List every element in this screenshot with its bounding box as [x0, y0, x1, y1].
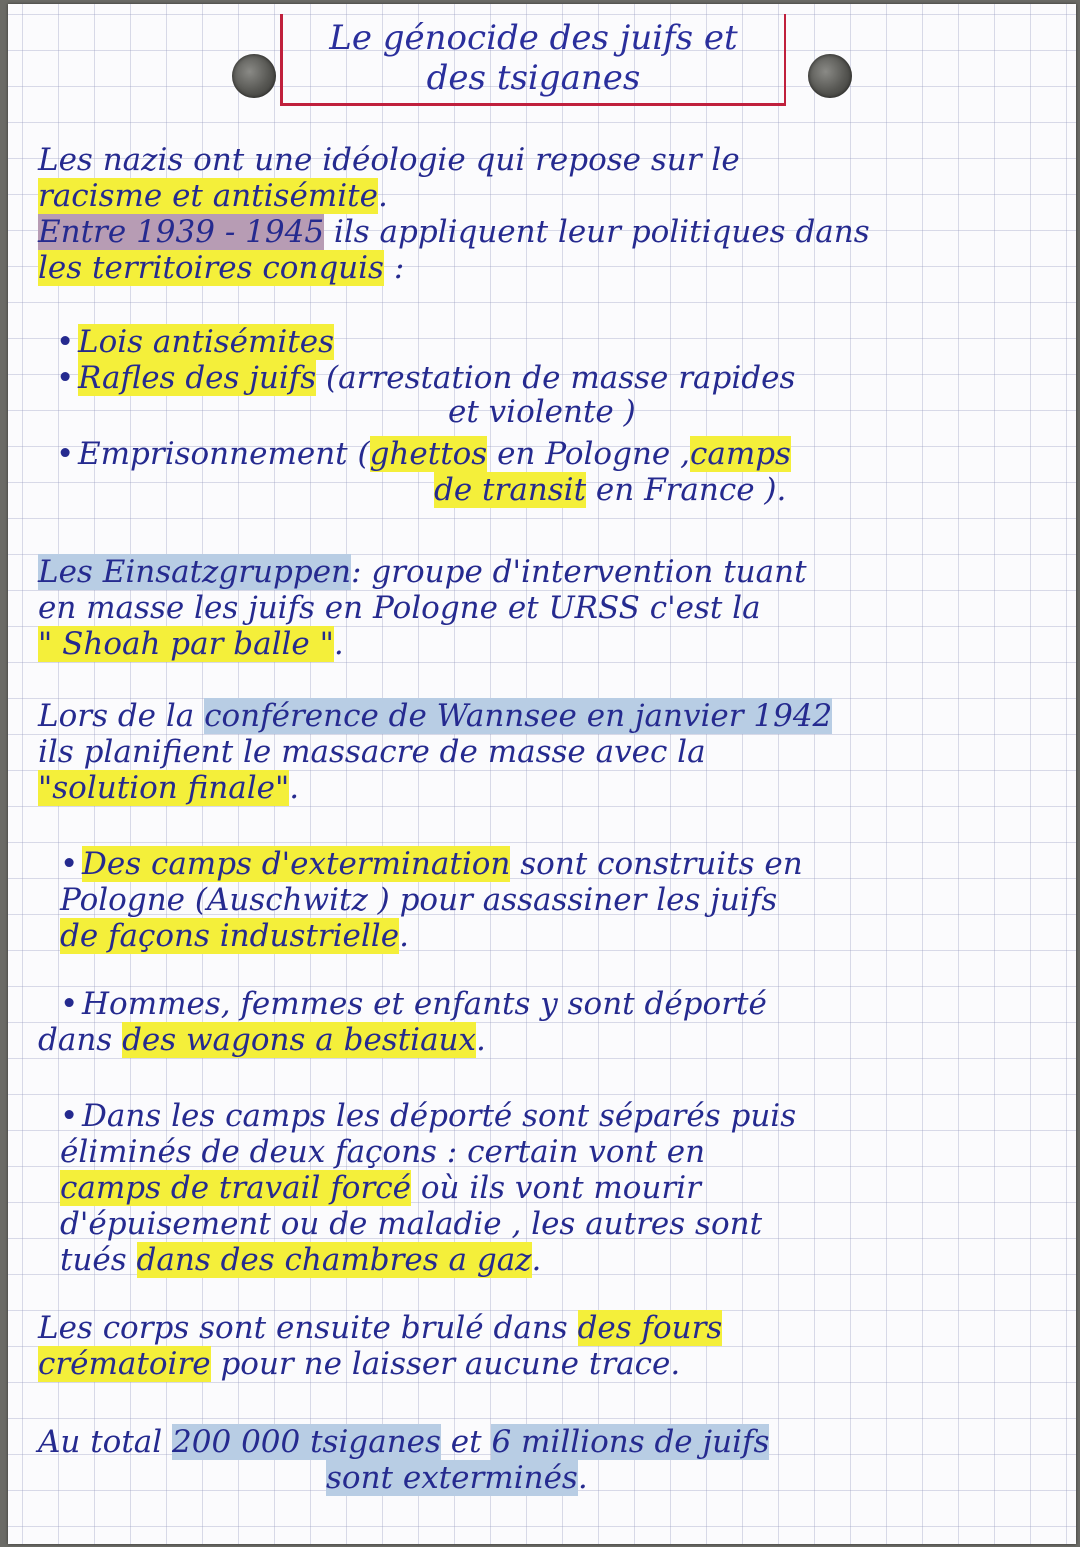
bodies-line-1 [38, 1310, 722, 1346]
measure-item-emprisonnement-cont [434, 472, 786, 508]
wannsee-line-1 [38, 698, 832, 734]
highlight-transit: de transit [434, 472, 587, 508]
highlight-solution-finale: "solution finale" [38, 770, 290, 806]
text: Au total [38, 1424, 173, 1460]
highlight-camps: camps [689, 436, 791, 472]
bullet-icon: • [56, 436, 75, 472]
bullet-icon: • [56, 360, 75, 396]
text: où ils vont mourir [411, 1170, 701, 1206]
text: en Pologne , [487, 436, 690, 472]
binder-hole-right [808, 54, 852, 98]
text: (arrestation de masse rapides [316, 360, 796, 396]
punct: . [531, 1242, 542, 1278]
bullet-icon: • [60, 846, 79, 882]
wannsee-line-2: ils planifient le massacre de masse avec la [38, 734, 706, 770]
text: sont construits en [510, 846, 803, 882]
bodies-line-2 [38, 1346, 680, 1382]
highlight-territoires: les territoires conquis [38, 250, 384, 286]
punct: . [377, 178, 388, 214]
total-line-1 [38, 1424, 769, 1460]
highlight-wannsee: conférence de Wannsee en janvier 1942 [204, 698, 833, 734]
highlight-tsiganes-count: 200 000 tsiganes [172, 1424, 441, 1460]
highlight-ghettos: ghettos [369, 436, 488, 472]
intro-line-2 [38, 178, 388, 214]
binder-hole-left [232, 54, 276, 98]
bullet-icon: • [60, 1098, 79, 1134]
highlight-chambres-a-gaz: dans des chambres a gaz [136, 1242, 532, 1278]
text: et [440, 1424, 492, 1460]
camps-p3-line-1 [60, 1098, 796, 1134]
highlight-shoah-par-balle: " Shoah par balle " [38, 626, 334, 662]
measure-item-emprisonnement [56, 436, 791, 472]
text: Hommes, femmes et enfants y sont déporté [82, 986, 767, 1022]
wannsee-line-3 [38, 770, 299, 806]
text: pour ne laisser aucune trace. [210, 1346, 681, 1382]
text: Les corps sont ensuite brulé dans [38, 1310, 578, 1346]
text: ils appliquent leur politiques dans [324, 214, 870, 250]
camps-p1-line-3 [60, 918, 409, 954]
notebook-page [8, 4, 1076, 1544]
highlight-racisme: racisme et antisémite [38, 178, 378, 214]
total-line-2 [326, 1460, 588, 1496]
punct: . [399, 918, 409, 954]
text: tués [60, 1242, 137, 1278]
punct: : [383, 250, 405, 286]
measure-item-rafles [56, 360, 795, 396]
highlight-fours: des fours [577, 1310, 723, 1346]
punct: . [289, 770, 300, 806]
camps-p1-line-2: Pologne (Auschwitz ) pour assassiner les juifs [60, 882, 778, 918]
einsatz-line-1 [38, 554, 807, 590]
punct: . [333, 626, 344, 662]
highlight-extermines: sont exterminés [326, 1460, 578, 1496]
bullet-icon: • [56, 324, 75, 360]
camps-p3-line-3 [60, 1170, 701, 1206]
highlight-crematoire: crématoire [38, 1346, 211, 1382]
camps-p3-line-2: éliminés de deux façons : certain vont en [60, 1134, 706, 1170]
punct: . [577, 1460, 588, 1496]
highlight-extermination: Des camps d'extermination [82, 846, 511, 882]
highlight-einsatzgruppen: Les Einsatzgruppen [38, 554, 352, 590]
camps-p3-line-5 [60, 1242, 541, 1278]
text: Dans les camps les déporté sont séparés puis [82, 1098, 797, 1134]
highlight-travail-force: camps de travail forcé [60, 1170, 411, 1206]
text: Emprisonnement ( [78, 436, 370, 472]
text: : groupe d'intervention tuant [351, 554, 807, 590]
intro-line-3 [38, 214, 870, 250]
title-line-1: Le génocide des juifs et [329, 18, 738, 58]
highlight-juifs-count: 6 millions de juifs [491, 1424, 770, 1460]
camps-p3-line-4: d'épuisement ou de maladie , les autres sont [60, 1206, 763, 1242]
text: dans [38, 1022, 123, 1058]
intro-line-4 [38, 250, 404, 286]
highlight-industrielle: de façons industrielle [60, 918, 400, 954]
intro-line-1: Les nazis ont une idéologie qui repose sur le [38, 142, 740, 178]
title-box [280, 14, 786, 106]
title-line-2: des tsiganes [426, 58, 641, 98]
highlight-wagons: des wagons a bestiaux [122, 1022, 477, 1058]
highlight-lois: Lois antisémites [78, 324, 335, 360]
camps-p2-line-1 [60, 986, 767, 1022]
punct: . [476, 1022, 486, 1058]
einsatz-line-3 [38, 626, 344, 662]
measure-item-rafles-cont: et violente ) [448, 394, 636, 430]
einsatz-line-2: en masse les juifs en Pologne et URSS c'est la [38, 590, 761, 626]
text: Lors de la [38, 698, 205, 734]
bullet-icon: • [60, 986, 79, 1022]
camps-p2-line-2 [38, 1022, 486, 1058]
measure-item-lois [56, 324, 334, 360]
text: en France ). [586, 472, 787, 508]
highlight-dates: Entre 1939 - 1945 [38, 214, 325, 250]
page-title [283, 18, 784, 98]
camps-p1-line-1 [60, 846, 803, 882]
highlight-rafles: Rafles des juifs [78, 360, 317, 396]
